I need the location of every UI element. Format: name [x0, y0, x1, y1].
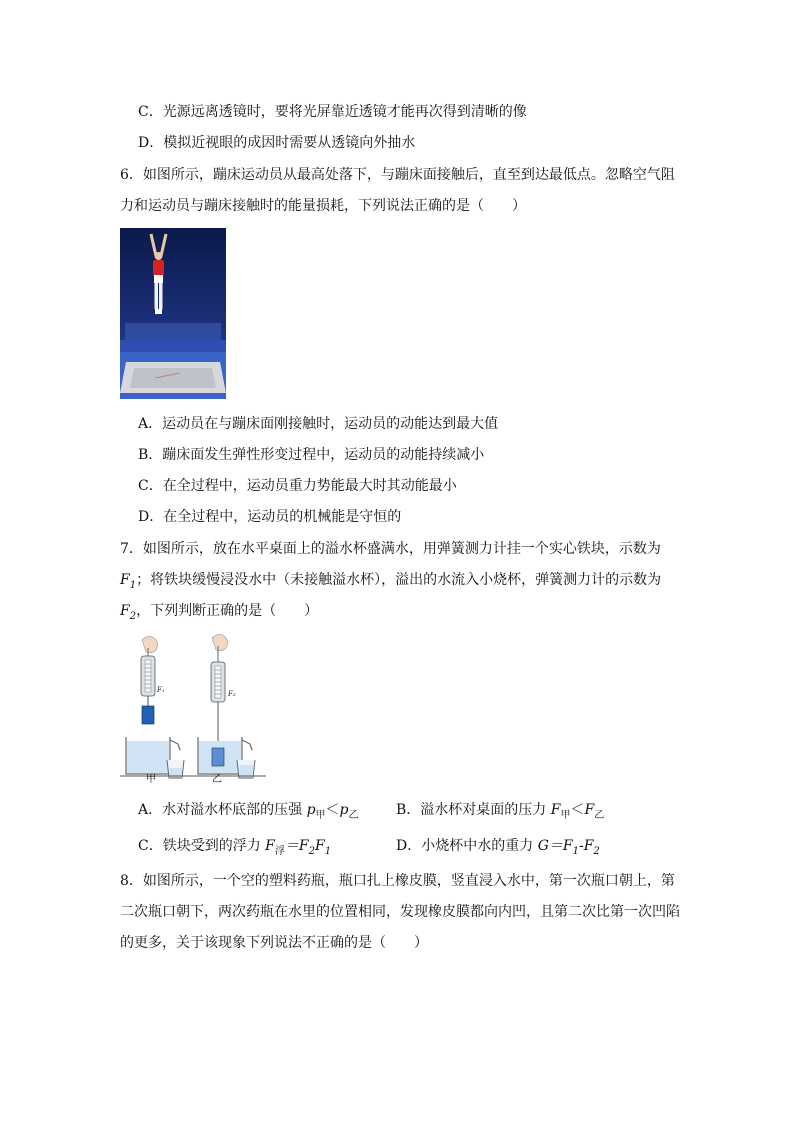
setup-yi — [198, 634, 255, 778]
q7-option-b: B．溢水杯对桌面的压力 $F_甲<F_乙$ — [396, 802, 605, 821]
setup-jia — [126, 636, 184, 778]
q6-option-a: A．运动员在与蹦床面刚接触时，运动员的动能达到最大值 — [138, 416, 499, 432]
q5-option-c: C．光源远离透镜时，要将光屏靠近透镜才能再次得到清晰的像 — [138, 104, 527, 120]
label-f2: F₂ — [228, 690, 236, 698]
q8-stem-line3: 的更多，关于该现象下列说法不正确的是（ ） — [120, 935, 428, 951]
q6-stem-line2: 力和运动员与蹦床接触时的能量损耗，下列说法正确的是（ ） — [120, 198, 526, 214]
label-jia: 甲 — [146, 774, 156, 785]
q7-stem-line2: $F_1$；将铁块缓慢浸没水中（未接触溢水杯），溢出的水流入小烧杯，弹簧测力计的示数为 — [120, 572, 662, 591]
q7-option-d: D．小烧杯中水的重力 $G=F_1-F_2$ — [396, 838, 600, 857]
q8-stem-line2: 二次瓶口朝下，两次药瓶在水里的位置相同，发现橡皮膜都向内凹，且第二次比第一次凹陷 — [120, 904, 680, 920]
q5-option-d: D．模拟近视眼的成因时需要从透镜向外抽水 — [138, 135, 416, 151]
overflow-cup-diagram — [120, 632, 270, 780]
q6-option-b: B．蹦床面发生弹性形变过程中，运动员的动能持续减小 — [138, 447, 485, 463]
q7-stem-line1: 7．如图所示，放在水平桌面上的溢水杯盛满水，用弹簧测力计挂一个实心铁块，示数为 — [120, 541, 661, 557]
label-yi: 乙 — [212, 774, 222, 785]
q7-option-c: C．铁块受到的浮力 $F_浮=F_2F_1$ — [138, 838, 332, 857]
q6-option-d: D．在全过程中，运动员的机械能是守恒的 — [138, 509, 402, 525]
label-f1: F₁ — [157, 686, 165, 694]
q6-option-c: C．在全过程中，运动员重力势能最大时其动能最小 — [138, 478, 457, 494]
q8-stem-line1: 8．如图所示，一个空的塑料药瓶，瓶口扎上橡皮膜，竖直浸入水中，第一次瓶口朝上，第 — [120, 873, 675, 889]
trampoline-photo — [120, 228, 226, 399]
q7-stem-line3: $F_2$，下列判断正确的是（ ） — [120, 603, 319, 622]
q6-stem-line1: 6．如图所示，蹦床运动员从最高处落下，与蹦床面接触后，直至到达最低点。忽略空气阻 — [120, 167, 675, 183]
q7-option-a: A．水对溢水杯底部的压强 $p_甲<p_乙$ — [138, 802, 359, 821]
